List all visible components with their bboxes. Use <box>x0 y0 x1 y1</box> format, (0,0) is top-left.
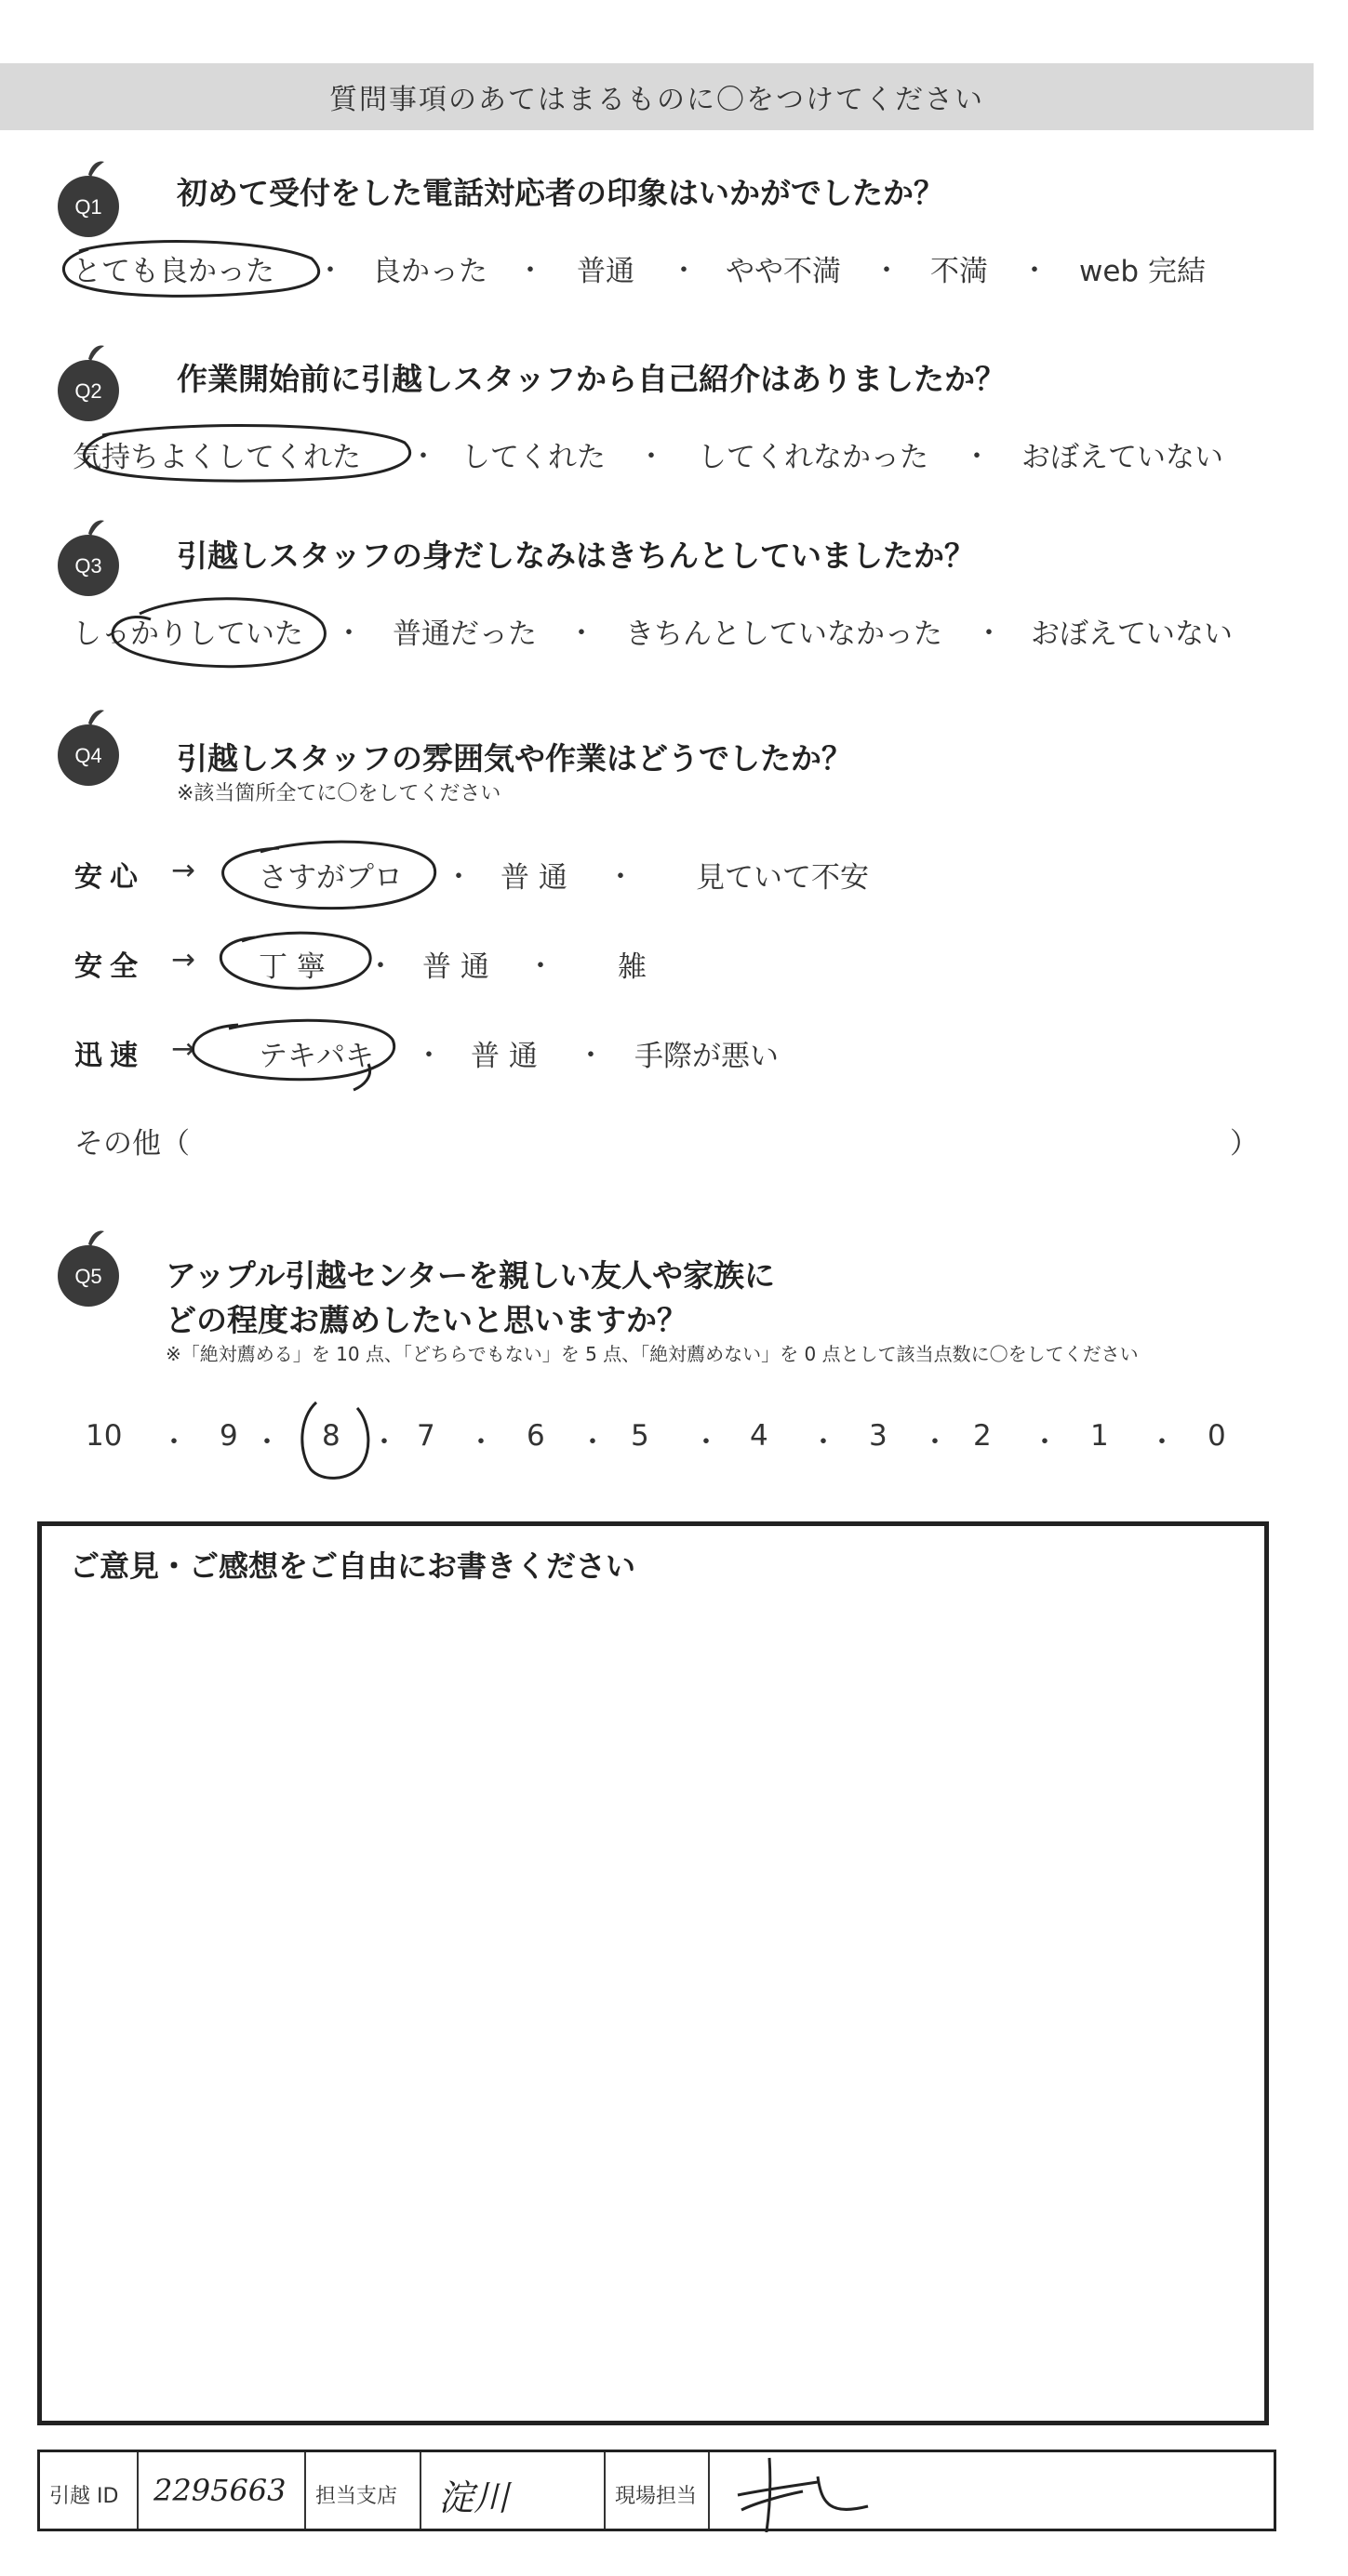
q5-score-6[interactable]: 6 <box>527 1419 545 1453</box>
q2-apple-badge-icon <box>56 342 121 422</box>
q5-badge-label: Q5 <box>74 1265 102 1288</box>
q2-badge-label: Q2 <box>74 379 102 403</box>
separator: ・ <box>577 1040 605 1072</box>
separator: ・ <box>607 861 634 894</box>
separator: ・ <box>367 950 394 983</box>
q2-title: 作業開始前に引越しスタッフから自己紹介はありましたか？ <box>177 361 1006 397</box>
q3-option-2[interactable]: 普通だった <box>393 617 537 651</box>
separator: ・ <box>335 617 363 650</box>
q2-option-4[interactable]: おぼえていない <box>1021 441 1223 474</box>
arrow-icon: → <box>171 854 195 887</box>
q3-badge-label: Q3 <box>74 554 102 578</box>
branch-value-cell[interactable] <box>421 2452 606 2529</box>
q1-apple-badge-icon <box>56 158 121 238</box>
q2-option-1[interactable]: 気持ちよくしてくれた <box>73 441 361 474</box>
separator: ・ <box>637 441 665 473</box>
q4-row2-option-2[interactable]: 普 通 <box>422 950 489 984</box>
q5-score-3[interactable]: 3 <box>869 1419 888 1453</box>
q3-option-1[interactable]: しっかりしていた <box>73 617 303 651</box>
separator: ・ <box>1148 1427 1176 1459</box>
separator: ・ <box>670 255 698 287</box>
q4-row2-label: 安全 <box>74 950 145 983</box>
q4-row1-option-3[interactable]: 見ていて不安 <box>696 861 869 895</box>
page-header <box>0 63 1314 130</box>
q5-score-9[interactable]: 9 <box>220 1419 238 1453</box>
page-header-title: 質問事項のあてはまるものに〇をつけてください <box>329 84 984 116</box>
q5-apple-badge-icon <box>56 1228 121 1308</box>
separator: ・ <box>253 1427 281 1459</box>
separator: ・ <box>409 441 437 473</box>
branch-label-cell <box>306 2452 421 2529</box>
separator: ・ <box>415 1040 443 1072</box>
q4-title: 引越しスタッフの雰囲気や作業はどうでしたか？ <box>177 740 852 777</box>
q5-score-10[interactable]: 10 <box>86 1419 123 1453</box>
move-id-label-cell <box>40 2452 139 2529</box>
separator: ・ <box>1021 255 1048 287</box>
q2-option-3[interactable]: してくれなかった <box>698 441 928 474</box>
move-id-label: 引越 ID <box>49 2485 119 2508</box>
q1-option-3[interactable]: 普通 <box>577 255 634 288</box>
q2-option-2[interactable]: してくれた <box>461 441 606 474</box>
q1-title: 初めて受付をした電話対応者の印象はいかがでしたか？ <box>177 175 944 211</box>
q5-title-line2: どの程度お薦めしたいと思いますか？ <box>166 1302 687 1338</box>
q5-score-2[interactable]: 2 <box>973 1419 992 1453</box>
separator: ・ <box>692 1427 720 1459</box>
separator: ・ <box>873 255 901 287</box>
separator: ・ <box>527 950 554 983</box>
comment-box[interactable] <box>37 1521 1269 2425</box>
separator: ・ <box>370 1427 398 1459</box>
separator: ・ <box>1031 1427 1059 1459</box>
staff-label: 現場担当 <box>615 2485 698 2508</box>
q4-row3-option-2[interactable]: 普 通 <box>471 1040 538 1073</box>
q4-badge-label: Q4 <box>74 744 102 767</box>
separator: ・ <box>316 255 344 287</box>
q4-other-close: ） <box>1230 1127 1259 1161</box>
separator: ・ <box>467 1427 495 1459</box>
q5-score-0[interactable]: 0 <box>1208 1419 1226 1453</box>
q4-row1-label: 安心 <box>74 861 145 894</box>
q4-row2-option-3[interactable]: 雑 <box>618 950 647 984</box>
branch-label: 担当支店 <box>315 2485 398 2508</box>
separator: ・ <box>921 1427 949 1459</box>
move-id-value: 2295663 <box>153 2473 287 2508</box>
q5-score-4[interactable]: 4 <box>750 1419 768 1453</box>
q1-option-2[interactable]: 良かった <box>372 255 487 288</box>
q5-score-8[interactable]: 8 <box>322 1419 340 1453</box>
separator: ・ <box>516 255 544 287</box>
move-id-value-cell[interactable] <box>139 2452 306 2529</box>
q5-score-5[interactable]: 5 <box>631 1419 649 1453</box>
q5-score-7[interactable]: 7 <box>417 1419 435 1453</box>
q5-score-1[interactable]: 1 <box>1090 1419 1109 1453</box>
q1-option-1[interactable]: とても良かった <box>73 255 274 288</box>
arrow-icon: → <box>171 1032 195 1066</box>
staff-value-cell[interactable] <box>710 2452 1274 2529</box>
staff-signature <box>728 2449 877 2532</box>
q3-title: 引越しスタッフの身だしなみはきちんとしていましたか？ <box>177 538 975 574</box>
separator: ・ <box>160 1427 188 1459</box>
q4-row2-option-1[interactable]: 丁 寧 <box>259 950 326 984</box>
q5-note: ※「絶対薦める」を 10 点、「どちらでもない」を 5 点、「絶対薦めない」を 0 点として該当点数に〇をしてください <box>166 1343 1139 1365</box>
q4-row3-option-1[interactable]: テキパキ <box>259 1040 374 1073</box>
q1-option-6[interactable]: web 完結 <box>1079 255 1206 288</box>
branch-value: 淀川 <box>438 2477 510 2518</box>
q4-row3-option-3[interactable]: 手際が悪い <box>634 1040 779 1073</box>
separator: ・ <box>567 617 595 650</box>
q4-other-label: その他（ <box>74 1127 190 1161</box>
footer-table <box>37 2450 1276 2531</box>
q5-title-line1: アップル引越センターを親しい友人や家族に <box>166 1257 776 1294</box>
q3-option-4[interactable]: おぼえていない <box>1031 617 1233 651</box>
separator: ・ <box>579 1427 607 1459</box>
q1-badge-label: Q1 <box>74 195 102 219</box>
staff-label-cell <box>606 2452 710 2529</box>
q1-option-4[interactable]: やや不満 <box>726 255 841 288</box>
separator: ・ <box>809 1427 837 1459</box>
q3-apple-badge-icon <box>56 517 121 597</box>
separator: ・ <box>963 441 991 473</box>
comment-title: ご意見・ご感想をご自由にお書きください <box>70 1548 636 1584</box>
separator: ・ <box>975 617 1003 650</box>
separator: ・ <box>445 861 473 894</box>
q4-row1-option-1[interactable]: さすがプロ <box>259 861 403 895</box>
q4-apple-badge-icon <box>56 707 121 787</box>
q1-option-5[interactable]: 不満 <box>930 255 988 288</box>
q4-row1-option-2[interactable]: 普 通 <box>500 861 567 895</box>
q3-option-3[interactable]: きちんとしていなかった <box>625 617 942 651</box>
arrow-icon: → <box>171 943 195 976</box>
q4-row3-label: 迅速 <box>74 1040 145 1072</box>
q4-note: ※該当箇所全てに〇をしてください <box>177 782 501 805</box>
